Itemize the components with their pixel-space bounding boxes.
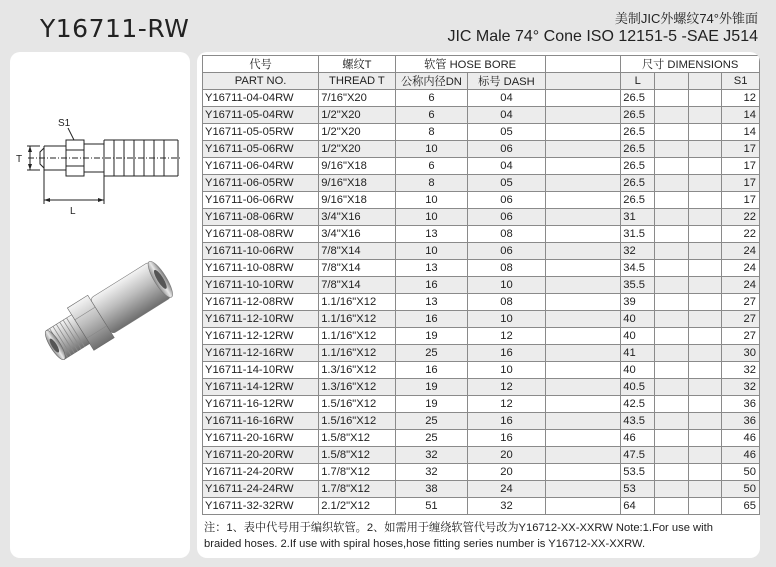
cell-s1: 36	[722, 413, 760, 430]
table-row	[203, 209, 760, 226]
table-row	[203, 124, 760, 141]
cell-dn: 25	[395, 345, 468, 362]
cell-blank	[655, 464, 689, 481]
cell-s1: 22	[722, 209, 760, 226]
cell-l: 31.5	[621, 226, 655, 243]
cell-blank	[655, 396, 689, 413]
cell-l: 40.5	[621, 379, 655, 396]
cell-l: 46	[621, 430, 655, 447]
cell-blank	[655, 226, 689, 243]
cell-blank	[688, 226, 722, 243]
label-s1: S1	[58, 118, 71, 129]
cell-blank	[655, 141, 689, 158]
cell-s1: 46	[722, 430, 760, 447]
cell-blank	[688, 90, 722, 107]
cell-dash: 16	[468, 413, 545, 430]
cell-blank	[688, 498, 722, 515]
cell-part-no: Y16711-06-05RW	[203, 175, 319, 192]
cell-part-no: Y16711-20-16RW	[203, 430, 319, 447]
cell-thread: 3/4"X16	[319, 209, 395, 226]
header-s1: S1	[722, 73, 760, 90]
cell-dn: 6	[395, 107, 468, 124]
cell-dash: 32	[468, 498, 545, 515]
header-dn: 公称内径DN	[395, 73, 468, 90]
cell-blank	[688, 175, 722, 192]
cell-dash: 24	[468, 481, 545, 498]
cell-thread: 1.5/16"X12	[319, 396, 395, 413]
cell-l: 31	[621, 209, 655, 226]
footnote-line-1: 注：1、表中代号用于编织软管。2、如需用于缠绕软管代号改为Y16712-XX-XXRW Note:1.For use with	[204, 522, 713, 534]
cell-dn: 8	[395, 124, 468, 141]
cell-thread: 1/2"X20	[319, 107, 395, 124]
cell-part-no: Y16711-20-20RW	[203, 447, 319, 464]
cell-blank	[655, 158, 689, 175]
cell-blank	[655, 447, 689, 464]
table-row	[203, 226, 760, 243]
cell-s1: 36	[722, 396, 760, 413]
cell-thread: 1.1/16"X12	[319, 294, 395, 311]
header-dash: 标号 DASH	[468, 73, 545, 90]
cell-dn: 10	[395, 209, 468, 226]
cell-dash: 10	[468, 277, 545, 294]
cell-dash: 06	[468, 209, 545, 226]
left-panel	[10, 52, 190, 558]
header-part-cn: 代号	[203, 56, 319, 73]
cell-blank	[688, 192, 722, 209]
cell-blank	[545, 430, 621, 447]
cell-part-no: Y16711-12-08RW	[203, 294, 319, 311]
cell-blank	[655, 430, 689, 447]
cell-s1: 50	[722, 464, 760, 481]
cell-blank	[545, 243, 621, 260]
cell-s1: 24	[722, 277, 760, 294]
cell-dn: 19	[395, 328, 468, 345]
table-row	[203, 328, 760, 345]
table-row	[203, 481, 760, 498]
cell-part-no: Y16711-10-08RW	[203, 260, 319, 277]
cell-thread: 1/2"X20	[319, 124, 395, 141]
cell-thread: 7/16"X20	[319, 90, 395, 107]
cell-blank	[545, 413, 621, 430]
table-row	[203, 260, 760, 277]
cell-blank	[655, 328, 689, 345]
cell-blank	[688, 447, 722, 464]
cell-dn: 32	[395, 447, 468, 464]
table-row	[203, 243, 760, 260]
cell-blank	[688, 396, 722, 413]
cell-blank	[688, 209, 722, 226]
cell-thread: 7/8"X14	[319, 243, 395, 260]
cell-blank	[688, 141, 722, 158]
cell-blank	[688, 107, 722, 124]
cell-blank	[655, 345, 689, 362]
cell-blank	[545, 90, 621, 107]
cell-dash: 20	[468, 464, 545, 481]
cell-blank	[545, 141, 621, 158]
cell-s1: 65	[722, 498, 760, 515]
cell-dn: 10	[395, 192, 468, 209]
cell-thread: 1.5/8"X12	[319, 447, 395, 464]
cell-part-no: Y16711-10-06RW	[203, 243, 319, 260]
table-row	[203, 175, 760, 192]
cell-s1: 32	[722, 362, 760, 379]
cell-dash: 06	[468, 192, 545, 209]
cell-part-no: Y16711-05-04RW	[203, 107, 319, 124]
cell-l: 26.5	[621, 175, 655, 192]
cell-thread: 7/8"X14	[319, 277, 395, 294]
cell-blank	[545, 107, 621, 124]
cell-part-no: Y16711-08-06RW	[203, 209, 319, 226]
cell-l: 53.5	[621, 464, 655, 481]
cell-thread: 9/16"X18	[319, 192, 395, 209]
cell-part-no: Y16711-05-05RW	[203, 124, 319, 141]
cell-blank	[688, 413, 722, 430]
cell-dn: 51	[395, 498, 468, 515]
cell-dn: 19	[395, 379, 468, 396]
cell-dn: 6	[395, 90, 468, 107]
table-row	[203, 311, 760, 328]
table-row	[203, 294, 760, 311]
cell-l: 41	[621, 345, 655, 362]
header-part-en: PART NO.	[203, 73, 319, 90]
cell-part-no: Y16711-12-16RW	[203, 345, 319, 362]
cell-blank	[655, 413, 689, 430]
cell-l: 40	[621, 362, 655, 379]
cell-l: 43.5	[621, 413, 655, 430]
cell-dn: 16	[395, 311, 468, 328]
table-row	[203, 158, 760, 175]
label-t: T	[16, 154, 23, 165]
header-thread-en: THREAD T	[319, 73, 395, 90]
header-title	[447, 10, 758, 47]
cell-l: 47.5	[621, 447, 655, 464]
cell-s1: 14	[722, 107, 760, 124]
cell-blank	[545, 396, 621, 413]
cell-s1: 30	[722, 345, 760, 362]
cell-blank	[545, 379, 621, 396]
header-blank-3	[655, 73, 689, 90]
cell-blank	[655, 294, 689, 311]
table-row	[203, 498, 760, 515]
cell-blank	[545, 277, 621, 294]
cell-blank	[545, 345, 621, 362]
cell-blank	[545, 481, 621, 498]
table-row	[203, 447, 760, 464]
cell-s1: 17	[722, 141, 760, 158]
cell-blank	[655, 481, 689, 498]
cell-dn: 19	[395, 396, 468, 413]
table-row	[203, 192, 760, 209]
cell-blank	[545, 464, 621, 481]
title-cn: 美制JIC外螺纹74°外锥面	[614, 11, 758, 26]
cell-s1: 22	[722, 226, 760, 243]
cell-dash: 12	[468, 379, 545, 396]
cell-part-no: Y16711-05-06RW	[203, 141, 319, 158]
cell-blank	[655, 243, 689, 260]
cell-dash: 04	[468, 107, 545, 124]
cell-part-no: Y16711-24-20RW	[203, 464, 319, 481]
cell-s1: 14	[722, 124, 760, 141]
cell-thread: 1.3/16"X12	[319, 362, 395, 379]
cell-thread: 1.7/8"X12	[319, 481, 395, 498]
cell-l: 26.5	[621, 158, 655, 175]
cell-part-no: Y16711-24-24RW	[203, 481, 319, 498]
cell-dash: 06	[468, 243, 545, 260]
cell-blank	[688, 277, 722, 294]
cell-blank	[688, 345, 722, 362]
cell-dash: 05	[468, 175, 545, 192]
header-dimensions: 尺寸 DIMENSIONS	[621, 56, 760, 73]
header-blank	[545, 56, 621, 73]
cell-thread: 1.1/16"X12	[319, 311, 395, 328]
cell-l: 53	[621, 481, 655, 498]
cell-l: 64	[621, 498, 655, 515]
table-row	[203, 277, 760, 294]
cell-part-no: Y16711-14-12RW	[203, 379, 319, 396]
cell-blank	[688, 294, 722, 311]
cell-dash: 12	[468, 396, 545, 413]
cell-blank	[545, 226, 621, 243]
cell-dash: 12	[468, 328, 545, 345]
cell-l: 26.5	[621, 141, 655, 158]
table-row	[203, 396, 760, 413]
cell-part-no: Y16711-04-04RW	[203, 90, 319, 107]
cell-l: 40	[621, 311, 655, 328]
cell-dn: 10	[395, 243, 468, 260]
cell-part-no: Y16711-08-08RW	[203, 226, 319, 243]
table-row	[203, 413, 760, 430]
table-row	[203, 379, 760, 396]
cell-blank	[545, 328, 621, 345]
cell-blank	[545, 260, 621, 277]
table-row	[203, 430, 760, 447]
cell-blank	[545, 311, 621, 328]
cell-blank	[655, 90, 689, 107]
cell-dash: 20	[468, 447, 545, 464]
cell-thread: 1.1/16"X12	[319, 345, 395, 362]
cell-s1: 24	[722, 260, 760, 277]
cell-dn: 13	[395, 260, 468, 277]
cell-blank	[655, 260, 689, 277]
cell-blank	[545, 192, 621, 209]
cell-blank	[545, 158, 621, 175]
cell-dn: 13	[395, 294, 468, 311]
cell-l: 39	[621, 294, 655, 311]
cell-dn: 16	[395, 277, 468, 294]
cell-dash: 08	[468, 226, 545, 243]
cell-thread: 1.3/16"X12	[319, 379, 395, 396]
cell-thread: 1.5/8"X12	[319, 430, 395, 447]
cell-blank	[655, 124, 689, 141]
cell-blank	[655, 498, 689, 515]
cell-blank	[655, 311, 689, 328]
cell-dash: 05	[468, 124, 545, 141]
header-blank-2	[545, 73, 621, 90]
cell-l: 35.5	[621, 277, 655, 294]
cell-l: 34.5	[621, 260, 655, 277]
cell-s1: 27	[722, 311, 760, 328]
table-row	[203, 107, 760, 124]
cell-dash: 16	[468, 430, 545, 447]
header-blank-4	[688, 73, 722, 90]
cell-l: 42.5	[621, 396, 655, 413]
cell-s1: 24	[722, 243, 760, 260]
cell-dn: 8	[395, 175, 468, 192]
cell-s1: 50	[722, 481, 760, 498]
cell-blank	[545, 294, 621, 311]
cell-dn: 25	[395, 413, 468, 430]
cell-thread: 1.5/16"X12	[319, 413, 395, 430]
cell-thread: 1.7/8"X12	[319, 464, 395, 481]
cell-blank	[688, 243, 722, 260]
label-l: L	[70, 206, 76, 217]
cell-thread: 1.1/16"X12	[319, 328, 395, 345]
cell-blank	[688, 481, 722, 498]
title-en: JIC Male 74° Cone ISO 12151-5 -SAE J514	[447, 28, 758, 45]
cell-blank	[545, 498, 621, 515]
cell-thread: 7/8"X14	[319, 260, 395, 277]
cell-dash: 10	[468, 362, 545, 379]
table-row	[203, 90, 760, 107]
cell-dn: 13	[395, 226, 468, 243]
cell-blank	[688, 328, 722, 345]
cell-dn: 16	[395, 362, 468, 379]
cell-part-no: Y16711-14-10RW	[203, 362, 319, 379]
cell-dn: 6	[395, 158, 468, 175]
cell-dash: 06	[468, 141, 545, 158]
cell-dash: 08	[468, 294, 545, 311]
cell-dn: 38	[395, 481, 468, 498]
cell-l: 26.5	[621, 107, 655, 124]
cell-dn: 25	[395, 430, 468, 447]
cell-blank	[688, 362, 722, 379]
cell-thread: 9/16"X18	[319, 175, 395, 192]
cell-dash: 08	[468, 260, 545, 277]
cell-blank	[655, 209, 689, 226]
model-title: Y16711-RW	[40, 14, 190, 43]
cell-part-no: Y16711-12-12RW	[203, 328, 319, 345]
cell-dash: 10	[468, 311, 545, 328]
header-hose-bore: 软管 HOSE BORE	[395, 56, 545, 73]
right-panel	[197, 52, 760, 558]
cell-part-no: Y16711-12-10RW	[203, 311, 319, 328]
cell-blank	[688, 464, 722, 481]
cell-blank	[688, 430, 722, 447]
fitting-product-image	[10, 242, 190, 382]
cell-dash: 04	[468, 90, 545, 107]
cell-s1: 46	[722, 447, 760, 464]
cell-dn: 10	[395, 141, 468, 158]
cell-blank	[688, 311, 722, 328]
cell-dash: 16	[468, 345, 545, 362]
table-row	[203, 345, 760, 362]
cell-s1: 17	[722, 175, 760, 192]
cell-blank	[545, 124, 621, 141]
footnote-line-2: braided hoses. 2.If use with spiral hoses,hose fitting series number is Y16712-XX-XXRW.	[204, 538, 646, 550]
cell-blank	[655, 175, 689, 192]
cell-s1: 17	[722, 192, 760, 209]
cell-blank	[655, 277, 689, 294]
cell-blank	[688, 158, 722, 175]
table-row	[203, 464, 760, 481]
cell-thread: 2.1/2"X12	[319, 498, 395, 515]
cell-blank	[655, 379, 689, 396]
cell-blank	[688, 124, 722, 141]
cell-blank	[545, 175, 621, 192]
cell-s1: 32	[722, 379, 760, 396]
cell-s1: 27	[722, 328, 760, 345]
cell-l: 26.5	[621, 124, 655, 141]
table-row	[203, 141, 760, 158]
cell-part-no: Y16711-16-16RW	[203, 413, 319, 430]
cell-blank	[655, 192, 689, 209]
cell-blank	[688, 260, 722, 277]
footnote	[204, 520, 754, 552]
cell-l: 26.5	[621, 192, 655, 209]
cell-thread: 9/16"X18	[319, 158, 395, 175]
cell-s1: 27	[722, 294, 760, 311]
cell-blank	[545, 209, 621, 226]
cell-dash: 04	[468, 158, 545, 175]
cell-part-no: Y16711-06-04RW	[203, 158, 319, 175]
cell-thread: 1/2"X20	[319, 141, 395, 158]
cell-s1: 12	[722, 90, 760, 107]
cell-blank	[545, 362, 621, 379]
cell-s1: 17	[722, 158, 760, 175]
cell-part-no: Y16711-16-12RW	[203, 396, 319, 413]
header-thread-cn: 螺纹T	[319, 56, 395, 73]
header-l: L	[621, 73, 655, 90]
dimensions-table	[202, 55, 760, 515]
cell-dn: 32	[395, 464, 468, 481]
cell-part-no: Y16711-06-06RW	[203, 192, 319, 209]
cell-part-no: Y16711-32-32RW	[203, 498, 319, 515]
cell-blank	[688, 379, 722, 396]
cell-l: 40	[621, 328, 655, 345]
cell-l: 32	[621, 243, 655, 260]
cell-thread: 3/4"X16	[319, 226, 395, 243]
table-row	[203, 362, 760, 379]
cell-blank	[655, 362, 689, 379]
cell-blank	[655, 107, 689, 124]
cell-l: 26.5	[621, 90, 655, 107]
cell-part-no: Y16711-10-10RW	[203, 277, 319, 294]
cell-blank	[545, 447, 621, 464]
